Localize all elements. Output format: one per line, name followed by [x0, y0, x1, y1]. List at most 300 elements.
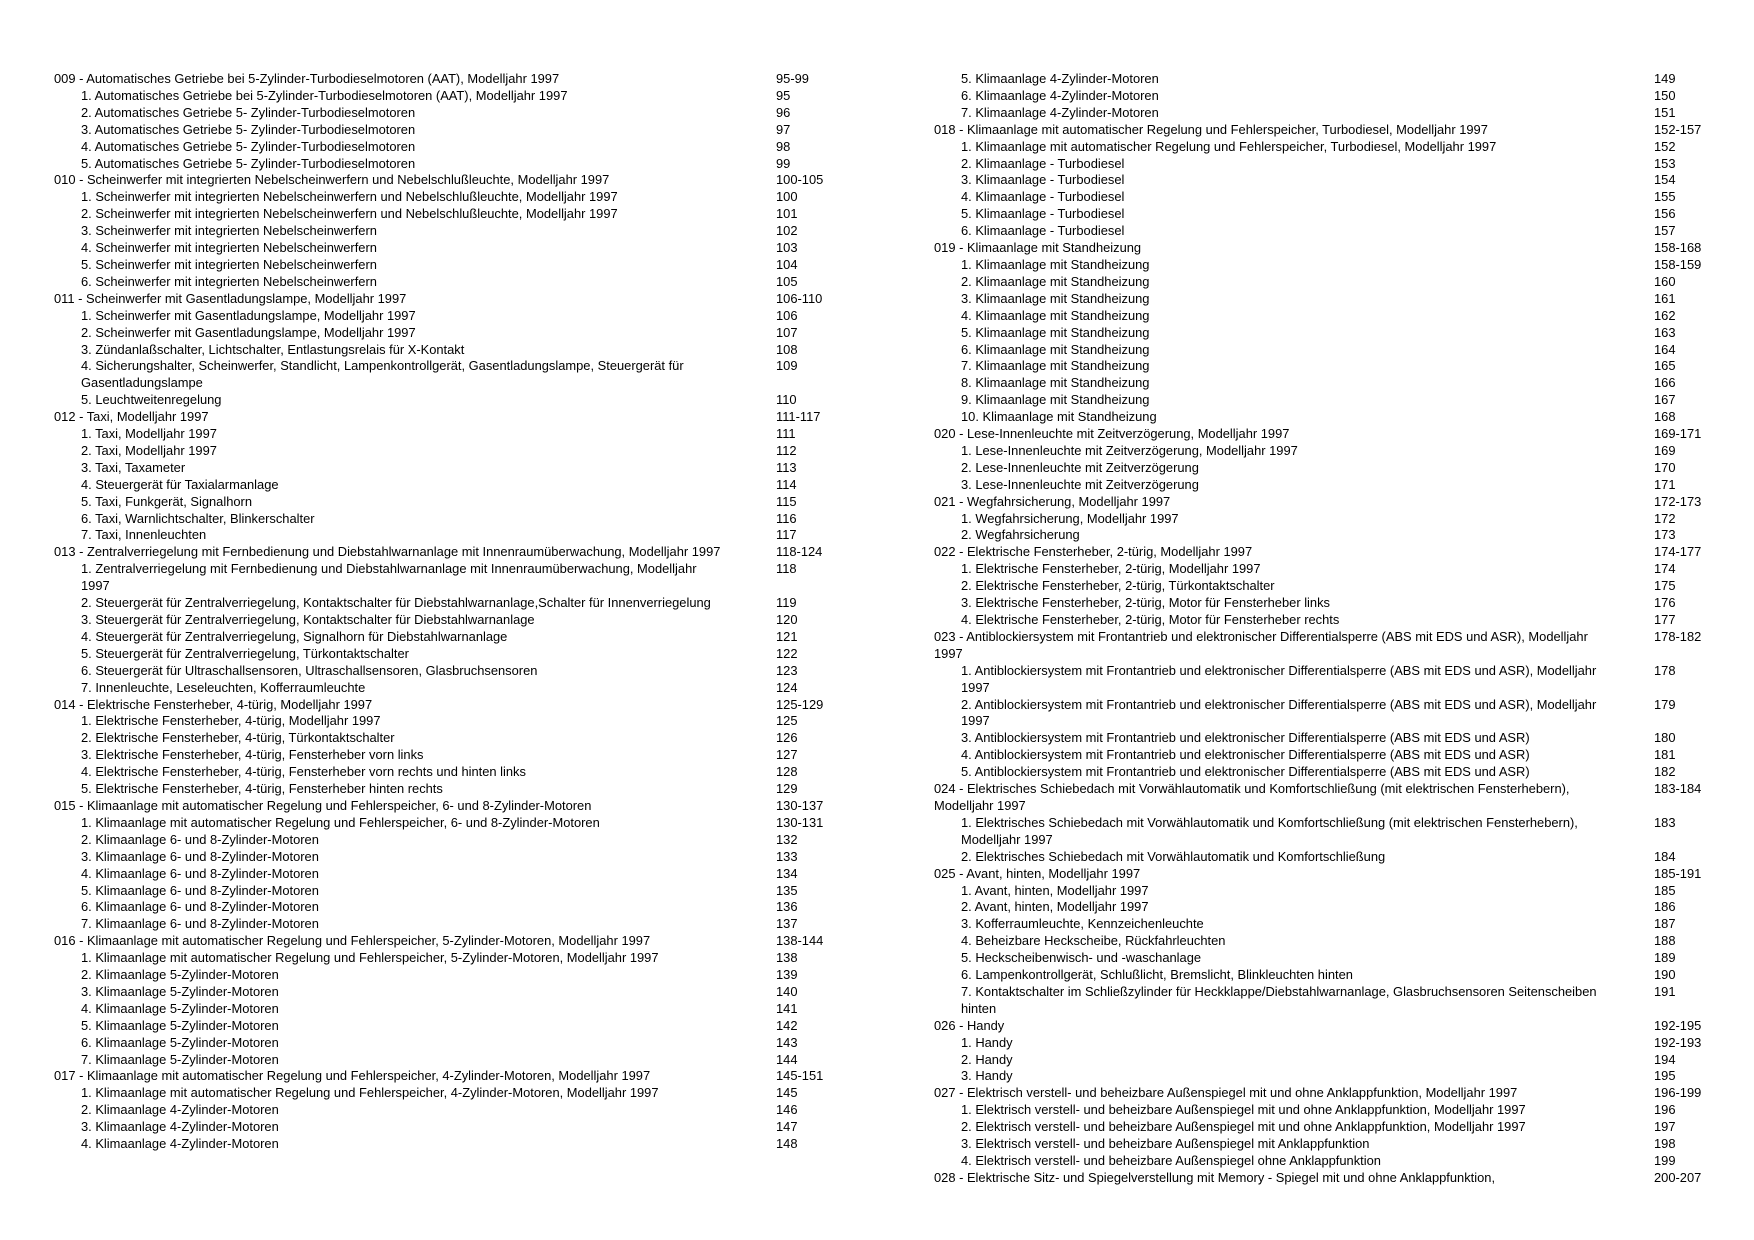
toc-entry-title: 4. Steuergerät für Zentralverriegelung, Signalhorn für Diebstahlwarnanlage — [81, 628, 508, 644]
toc-page-range: 197 — [1654, 1119, 1676, 1135]
toc-page-range: 155 — [1654, 189, 1676, 205]
toc-page-range: 192-193 — [1654, 1034, 1702, 1050]
toc-entry-row — [934, 697, 1710, 731]
toc-entry-row — [934, 1052, 1710, 1069]
toc-page-range: 126 — [776, 730, 798, 746]
toc-entry-row — [54, 206, 834, 223]
toc-entry-title: 4. Steuergerät für Taxialarmanlage — [81, 476, 279, 492]
toc-entry-row — [934, 88, 1710, 105]
toc-chapter-row — [54, 291, 834, 308]
toc-entry-title: 3. Kofferraumleuchte, Kennzeichenleuchte — [961, 916, 1204, 932]
toc-entry-title: 3. Klimaanlage 5-Zylinder-Motoren — [81, 983, 279, 999]
toc-entry-title: 4. Elektrische Fensterheber, 4-türig, Fensterheber vorn rechts und hinten links — [81, 764, 526, 780]
toc-entry-title: 4. Klimaanlage 5-Zylinder-Motoren — [81, 1000, 279, 1016]
toc-entry-row — [934, 663, 1710, 697]
toc-chapter-title: 025 - Avant, hinten, Modelljahr 1997 — [934, 865, 1141, 881]
toc-page-range: 109 — [776, 358, 798, 374]
toc-entry-row — [934, 342, 1710, 359]
toc-entry-row — [54, 1102, 834, 1119]
toc-entry-title: 1. Klimaanlage mit automatischer Regelung und Fehlerspeicher, 6- und 8-Zylinder-Motoren — [81, 814, 600, 830]
toc-entry-title: 3. Scheinwerfer mit integrierten Nebelscheinwerfern — [81, 223, 377, 239]
toc-page-range: 148 — [776, 1136, 798, 1152]
toc-entry-title: 3. Lese-Innenleuchte mit Zeitverzögerung — [961, 476, 1199, 492]
toc-page-range: 106-110 — [776, 290, 823, 306]
toc-entry-title: 5. Klimaanlage mit Standheizung — [961, 324, 1150, 340]
toc-entry-row — [934, 325, 1710, 342]
toc-page-range: 187 — [1654, 916, 1676, 932]
toc-page-range: 151 — [1654, 104, 1676, 120]
toc-page-range: 172 — [1654, 510, 1676, 526]
toc-page-range: 145 — [776, 1085, 798, 1101]
toc-chapter-title: 009 - Automatisches Getriebe bei 5-Zylinder-Turbodieselmotoren (AAT), Modelljahr 1997 — [54, 71, 560, 86]
toc-entry-row — [54, 477, 834, 494]
toc-entry-row — [934, 1068, 1710, 1085]
toc-entry-title: 3. Klimaanlage 6- und 8-Zylinder-Motoren — [81, 848, 319, 864]
toc-page-range: 125 — [776, 713, 798, 729]
toc-entry-row — [54, 392, 834, 409]
toc-page-range: 144 — [776, 1051, 798, 1067]
toc-entry-row — [54, 680, 834, 697]
toc-page-range: 140 — [776, 983, 798, 999]
toc-entry-title: 4. Sicherungshalter, Scheinwerfer, Standlicht, Lampenkontrollgerät, Gasentladungslampe, Steuergerät für Gasentladungslampe — [81, 358, 684, 391]
toc-entry-row — [54, 866, 834, 883]
toc-chapter-row — [934, 629, 1710, 663]
toc-entry-title: 6. Scheinwerfer mit integrierten Nebelscheinwerfern — [81, 273, 377, 289]
toc-page-range: 120 — [776, 612, 798, 627]
toc-page-range: 123 — [776, 662, 798, 678]
toc-entry-title: 3. Antiblockiersystem mit Frontantrieb und elektronischer Differentialsperre (ABS mit EDS und ASR) — [961, 730, 1530, 746]
toc-entry-row — [934, 223, 1710, 240]
toc-page-range: 162 — [1654, 307, 1676, 323]
toc-chapter-title: 028 - Elektrische Sitz- und Spiegelverstellung mit Memory - Spiegel mit und ohne Anklappfunktion, — [934, 1169, 1496, 1185]
toc-chapter-title: 017 - Klimaanlage mit automatischer Regelung und Fehlerspeicher, 4-Zylinder-Motoren, Modelljahr 1997 — [54, 1068, 651, 1084]
toc-entry-row — [54, 1052, 834, 1069]
toc-entry-row — [934, 578, 1710, 595]
toc-entry-row — [934, 933, 1710, 950]
toc-entry-row — [934, 274, 1710, 291]
toc-page-range: 95-99 — [776, 71, 809, 86]
toc-chapter-row — [54, 798, 834, 815]
toc-entry-row — [934, 460, 1710, 477]
toc-entry-title: 5. Scheinwerfer mit integrierten Nebelscheinwerfern — [81, 256, 377, 272]
toc-page-range: 167 — [1654, 392, 1676, 408]
toc-chapter-title: 023 - Antiblockiersystem mit Frontantrieb und elektronischer Differentialsperre (ABS mit EDS und ASR), Modelljahr 1997 — [934, 628, 1588, 661]
toc-page-range: 110 — [776, 392, 797, 408]
toc-entry-title: 7. Klimaanlage 6- und 8-Zylinder-Motoren — [81, 916, 319, 932]
toc-page-range: 158-168 — [1654, 240, 1702, 256]
toc-entry-title: 4. Beheizbare Heckscheibe, Rückfahrleuchten — [961, 933, 1226, 949]
toc-page-range: 174-177 — [1654, 544, 1702, 560]
toc-entry-row — [54, 1085, 834, 1102]
toc-entry-row — [934, 815, 1710, 849]
toc-page-range: 153 — [1654, 155, 1676, 171]
toc-page-range: 178 — [1654, 662, 1676, 678]
toc-page-range: 199 — [1654, 1153, 1676, 1168]
toc-page-range: 133 — [776, 848, 798, 864]
toc-page-range: 101 — [776, 206, 798, 222]
toc-entry-row — [54, 189, 834, 206]
toc-entry-row — [54, 713, 834, 730]
toc-entry-title: 2. Klimaanlage 5-Zylinder-Motoren — [81, 967, 279, 983]
toc-page-range: 164 — [1654, 341, 1676, 357]
toc-entry-title: 3. Steuergerät für Zentralverriegelung, Kontaktschalter für Diebstahlwarnanlage — [81, 612, 535, 627]
toc-page-range: 96 — [776, 104, 791, 120]
toc-entry-row — [934, 511, 1710, 528]
toc-entry-title: 4. Antiblockiersystem mit Frontantrieb und elektronischer Differentialsperre (ABS mit EDS und ASR) — [961, 747, 1530, 763]
toc-page-range: 129 — [776, 781, 798, 797]
toc-entry-row — [54, 223, 834, 240]
toc-page-range: 146 — [776, 1102, 798, 1118]
toc-entry-title: 3. Zündanlaßschalter, Lichtschalter, Entlastungsrelais für X-Kontakt — [81, 341, 465, 357]
toc-page-range: 97 — [776, 121, 791, 137]
toc-entry-row — [54, 426, 834, 443]
toc-chapter-title: 013 - Zentralverriegelung mit Fernbedienung und Diebstahlwarnanlage mit Innenraumüberwachung, Modelljahr 1997 — [54, 544, 721, 560]
toc-page-range: 192-195 — [1654, 1017, 1702, 1033]
toc-entry-row — [934, 1035, 1710, 1052]
toc-entry-row — [934, 257, 1710, 274]
toc-page-range: 128 — [776, 764, 798, 780]
toc-page-range: 196 — [1654, 1102, 1676, 1118]
toc-entry-title: 4. Automatisches Getriebe 5- Zylinder-Turbodieselmotoren — [81, 138, 416, 154]
toc-entry-title: 7. Klimaanlage mit Standheizung — [961, 358, 1150, 374]
toc-chapter-title: 012 - Taxi, Modelljahr 1997 — [54, 409, 209, 425]
toc-page-range: 102 — [776, 223, 798, 239]
toc-entry-title: 5. Antiblockiersystem mit Frontantrieb und elektronischer Differentialsperre (ABS mit EDS und ASR) — [961, 764, 1530, 780]
toc-chapter-row — [54, 1068, 834, 1085]
toc-entry-row — [934, 950, 1710, 967]
toc-page-range: 98 — [776, 138, 791, 154]
toc-page-range: 165 — [1654, 358, 1676, 374]
toc-chapter-title: 027 - Elektrisch verstell- und beheizbare Außenspiegel mit und ohne Anklappfunktion, Modelljahr 1997 — [934, 1085, 1518, 1101]
toc-page-range: 99 — [776, 155, 791, 171]
toc-page-range: 127 — [776, 747, 798, 763]
toc-entry-title: 2. Lese-Innenleuchte mit Zeitverzögerung — [961, 459, 1199, 475]
toc-page-range: 185 — [1654, 882, 1676, 898]
toc-chapter-title: 015 - Klimaanlage mit automatischer Regelung und Fehlerspeicher, 6- und 8-Zylinder-Motoren — [54, 797, 592, 813]
toc-page-range: 161 — [1654, 290, 1676, 306]
toc-page-range: 183 — [1654, 814, 1676, 830]
toc-entry-title: 2. Scheinwerfer mit integrierten Nebelscheinwerfern und Nebelschlußleuchte, Modelljahr 1997 — [81, 206, 618, 222]
toc-page-range: 135 — [776, 882, 798, 898]
toc-page-range: 106 — [776, 307, 798, 323]
toc-entry-row — [934, 747, 1710, 764]
toc-entry-row — [934, 443, 1710, 460]
toc-entry-row — [934, 358, 1710, 375]
toc-entry-title: 7. Taxi, Innenleuchten — [81, 527, 207, 543]
toc-page-range: 121 — [776, 628, 798, 644]
toc-entry-title: 4. Elektrische Fensterheber, 2-türig, Motor für Fensterheber rechts — [961, 612, 1340, 627]
toc-chapter-title: 024 - Elektrisches Schiebedach mit Vorwählautomatik und Komfortschließung (mit elektrischen Fensterhebern), Modelljahr 1997 — [934, 781, 1570, 813]
toc-page-range: 114 — [776, 476, 797, 492]
toc-entry-row — [54, 511, 834, 528]
toc-entry-row — [934, 139, 1710, 156]
toc-page-range: 173 — [1654, 527, 1676, 543]
toc-entry-title: 2. Steuergerät für Zentralverriegelung, Kontaktschalter für Diebstahlwarnanlage,Schalter für Innenverriegelung — [81, 595, 711, 611]
toc-entry-row — [934, 730, 1710, 747]
toc-page-range: 177 — [1654, 612, 1676, 627]
toc-page-range: 174 — [1654, 561, 1676, 577]
toc-entry-row — [54, 984, 834, 1001]
toc-entry-title: 1. Zentralverriegelung mit Fernbedienung und Diebstahlwarnanlage mit Innenraumüberwachung, Modelljahr 1997 — [81, 561, 697, 594]
toc-page-range: 170 — [1654, 459, 1676, 475]
toc-page-range: 138 — [776, 950, 798, 966]
toc-page-range: 185-191 — [1654, 865, 1702, 881]
toc-entry-row — [54, 663, 834, 680]
toc-entry-row — [934, 967, 1710, 984]
toc-entry-row — [934, 375, 1710, 392]
toc-entry-title: 5. Klimaanlage 6- und 8-Zylinder-Motoren — [81, 882, 319, 898]
toc-entry-title: 7. Klimaanlage 4-Zylinder-Motoren — [961, 104, 1159, 120]
toc-page-range: 125-129 — [776, 696, 824, 712]
toc-entry-title: 6. Taxi, Warnlichtschalter, Blinkerschalter — [81, 510, 315, 526]
toc-chapter-title: 026 - Handy — [934, 1017, 1005, 1033]
toc-entry-title: 2. Avant, hinten, Modelljahr 1997 — [961, 899, 1149, 915]
toc-chapter-row — [54, 933, 834, 950]
toc-entry-row — [54, 1136, 834, 1153]
toc-entry-title: 3. Klimaanlage - Turbodiesel — [961, 172, 1125, 188]
toc-page-range: 158-159 — [1654, 256, 1702, 272]
toc-entry-title: 3. Automatisches Getriebe 5- Zylinder-Turbodieselmotoren — [81, 121, 416, 137]
toc-entry-row — [54, 139, 834, 156]
toc-page-range: 152-157 — [1654, 121, 1702, 137]
toc-entry-title: 2. Elektrisch verstell- und beheizbare Außenspiegel mit und ohne Anklappfunktion, Modelljahr 1997 — [961, 1119, 1526, 1135]
toc-entry-title: 1. Lese-Innenleuchte mit Zeitverzögerung, Modelljahr 1997 — [961, 442, 1298, 458]
toc-page-range: 111 — [776, 426, 796, 442]
toc-entry-title: 4. Elektrisch verstell- und beheizbare Außenspiegel ohne Anklappfunktion — [961, 1153, 1381, 1168]
toc-entry-row — [54, 561, 834, 595]
toc-entry-title: 4. Scheinwerfer mit integrierten Nebelscheinwerfern — [81, 240, 377, 256]
toc-chapter-row — [934, 240, 1710, 257]
toc-entry-row — [934, 527, 1710, 544]
toc-page-range: 179 — [1654, 696, 1676, 712]
toc-chapter-title: 010 - Scheinwerfer mit integrierten Nebelscheinwerfern und Nebelschlußleuchte, Modelljahr 1997 — [54, 172, 610, 188]
toc-entry-row — [54, 747, 834, 764]
toc-entry-title: 6. Klimaanlage 5-Zylinder-Motoren — [81, 1034, 279, 1050]
toc-entry-row — [54, 832, 834, 849]
toc-page-range: 152 — [1654, 138, 1676, 154]
toc-entry-title: 4. Klimaanlage - Turbodiesel — [961, 189, 1125, 205]
toc-entry-title: 2. Handy — [961, 1051, 1013, 1067]
toc-page-range: 118-124 — [776, 544, 823, 560]
toc-page-range: 168 — [1654, 409, 1676, 425]
toc-entry-row — [934, 916, 1710, 933]
toc-page-range: 122 — [776, 645, 798, 661]
toc-page-range: 132 — [776, 831, 798, 847]
toc-chapter-row — [54, 71, 834, 88]
toc-page-range: 189 — [1654, 950, 1676, 966]
toc-entry-row — [54, 325, 834, 342]
toc-entry-title: 5. Klimaanlage 4-Zylinder-Motoren — [961, 71, 1159, 86]
toc-page-range: 160 — [1654, 273, 1676, 289]
toc-chapter-title: 016 - Klimaanlage mit automatischer Regelung und Fehlerspeicher, 5-Zylinder-Motoren, Modelljahr 1997 — [54, 933, 651, 949]
toc-entry-row — [934, 1102, 1710, 1119]
toc-column-left — [54, 71, 834, 1153]
toc-page-range: 182 — [1654, 764, 1676, 780]
toc-entry-row — [54, 967, 834, 984]
toc-chapter-title: 021 - Wegfahrsicherung, Modelljahr 1997 — [934, 493, 1171, 509]
toc-page-range: 149 — [1654, 71, 1676, 86]
toc-entry-title: 2. Scheinwerfer mit Gasentladungslampe, Modelljahr 1997 — [81, 324, 416, 340]
toc-entry-title: 5. Klimaanlage 5-Zylinder-Motoren — [81, 1017, 279, 1033]
toc-entry-row — [934, 1153, 1710, 1170]
toc-page-range: 175 — [1654, 578, 1676, 594]
toc-entry-row — [54, 764, 834, 781]
toc-entry-title: 5. Steuergerät für Zentralverriegelung, Türkontaktschalter — [81, 645, 409, 661]
toc-entry-title: 2. Wegfahrsicherung — [961, 527, 1080, 543]
toc-chapter-row — [934, 1170, 1710, 1187]
toc-chapter-row — [934, 122, 1710, 139]
toc-entry-row — [54, 308, 834, 325]
toc-entry-title: 3. Klimaanlage mit Standheizung — [961, 290, 1150, 306]
toc-entry-title: 9. Klimaanlage mit Standheizung — [961, 392, 1150, 408]
toc-chapter-row — [54, 172, 834, 189]
toc-entry-title: 1. Scheinwerfer mit Gasentladungslampe, Modelljahr 1997 — [81, 307, 416, 323]
toc-entry-row — [54, 460, 834, 477]
toc-chapter-row — [934, 1018, 1710, 1035]
toc-page-range: 117 — [776, 527, 797, 543]
toc-page-range: 100 — [776, 189, 798, 205]
toc-page-range: 154 — [1654, 172, 1676, 188]
toc-entry-title: 6. Klimaanlage 6- und 8-Zylinder-Motoren — [81, 899, 319, 915]
toc-entry-row — [54, 156, 834, 173]
toc-entry-title: 1. Elektrische Fensterheber, 4-türig, Modelljahr 1997 — [81, 713, 381, 729]
toc-entry-row — [54, 1035, 834, 1052]
toc-entry-title: 3. Klimaanlage 4-Zylinder-Motoren — [81, 1119, 279, 1135]
toc-page-range: 112 — [776, 442, 797, 458]
toc-entry-row — [54, 899, 834, 916]
toc-entry-title: 1. Taxi, Modelljahr 1997 — [81, 426, 217, 442]
toc-entry-row — [934, 849, 1710, 866]
toc-entry-row — [54, 815, 834, 832]
toc-page-range: 130-131 — [776, 814, 824, 830]
toc-entry-title: 1. Automatisches Getriebe bei 5-Zylinder-Turbodieselmotoren (AAT), Modelljahr 1997 — [81, 87, 568, 103]
toc-entry-title: 2. Klimaanlage 4-Zylinder-Motoren — [81, 1102, 279, 1118]
toc-chapter-row — [934, 426, 1710, 443]
toc-entry-title: 1. Klimaanlage mit automatischer Regelung und Fehlerspeicher, 4-Zylinder-Motoren, Modelljahr 1997 — [81, 1085, 659, 1101]
toc-entry-title: 3. Elektrische Fensterheber, 2-türig, Motor für Fensterheber links — [961, 595, 1330, 611]
toc-column-right — [934, 71, 1710, 1187]
toc-entry-title: 1. Scheinwerfer mit integrierten Nebelscheinwerfern und Nebelschlußleuchte, Modelljahr 1997 — [81, 189, 618, 205]
toc-page-range: 105 — [776, 273, 798, 289]
toc-page-range: 150 — [1654, 87, 1676, 103]
toc-entry-title: 6. Lampenkontrollgerät, Schlußlicht, Bremslicht, Blinkleuchten hinten — [961, 967, 1353, 983]
toc-chapter-row — [54, 544, 834, 561]
toc-page-range: 95 — [776, 87, 791, 103]
toc-entry-title: 4. Klimaanlage mit Standheizung — [961, 307, 1150, 323]
toc-entry-row — [54, 1018, 834, 1035]
toc-entry-title: 6. Klimaanlage mit Standheizung — [961, 341, 1150, 357]
toc-entry-title: 3. Taxi, Taxameter — [81, 459, 186, 475]
toc-entry-row — [54, 883, 834, 900]
toc-chapter-title: 014 - Elektrische Fensterheber, 4-türig, Modelljahr 1997 — [54, 696, 373, 712]
toc-entry-row — [54, 781, 834, 798]
toc-entry-row — [934, 308, 1710, 325]
toc-page-range: 130-137 — [776, 797, 824, 813]
toc-entry-row — [934, 71, 1710, 88]
toc-entry-title: 1. Handy — [961, 1034, 1013, 1050]
toc-entry-title: 7. Kontaktschalter im Schließzylinder für Heckklappe/Diebstahlwarnanlage, Glasbruchsensoren Seitenscheiben hinten — [961, 983, 1597, 1016]
toc-entry-title: 3. Elektrische Fensterheber, 4-türig, Fensterheber vorn links — [81, 747, 424, 763]
toc-entry-row — [54, 122, 834, 139]
toc-entry-title: 1. Elektrische Fensterheber, 2-türig, Modelljahr 1997 — [961, 561, 1261, 577]
toc-page-range: 156 — [1654, 206, 1676, 222]
toc-page-range: 178-182 — [1654, 628, 1702, 644]
toc-entry-row — [934, 561, 1710, 578]
toc-chapter-row — [934, 544, 1710, 561]
toc-entry-title: 1. Avant, hinten, Modelljahr 1997 — [961, 882, 1149, 898]
toc-chapter-row — [934, 866, 1710, 883]
toc-entry-row — [54, 494, 834, 511]
toc-page-range: 180 — [1654, 730, 1676, 746]
toc-page-range: 176 — [1654, 595, 1676, 611]
toc-page-range: 172-173 — [1654, 493, 1702, 509]
toc-entry-title: 7. Klimaanlage 5-Zylinder-Motoren — [81, 1051, 279, 1067]
toc-entry-title: 2. Automatisches Getriebe 5- Zylinder-Turbodieselmotoren — [81, 104, 416, 120]
toc-entry-row — [934, 477, 1710, 494]
toc-chapter-title: 019 - Klimaanlage mit Standheizung — [934, 240, 1142, 256]
toc-entry-row — [54, 950, 834, 967]
toc-page-range: 183-184 — [1654, 781, 1702, 797]
toc-page-range: 108 — [776, 341, 798, 357]
toc-chapter-title: 022 - Elektrische Fensterheber, 2-türig, Modelljahr 1997 — [934, 544, 1253, 560]
toc-page-range: 103 — [776, 240, 798, 256]
toc-entry-title: 2. Elektrische Fensterheber, 2-türig, Türkontaktschalter — [961, 578, 1275, 594]
toc-page-range: 134 — [776, 865, 798, 881]
toc-entry-row — [934, 1136, 1710, 1153]
toc-page-range: 147 — [776, 1119, 798, 1135]
toc-entry-row — [54, 849, 834, 866]
toc-entry-row — [934, 172, 1710, 189]
toc-entry-row — [54, 358, 834, 392]
toc-entry-title: 2. Klimaanlage 6- und 8-Zylinder-Motoren — [81, 831, 319, 847]
toc-chapter-title: 011 - Scheinwerfer mit Gasentladungslampe, Modelljahr 1997 — [54, 290, 407, 306]
toc-entry-row — [934, 156, 1710, 173]
toc-page-range: 104 — [776, 256, 798, 272]
toc-entry-title: 7. Innenleuchte, Leseleuchten, Kofferraumleuchte — [81, 679, 366, 695]
toc-entry-row — [934, 409, 1710, 426]
toc-entry-title: 1. Klimaanlage mit automatischer Regelung und Fehlerspeicher, 5-Zylinder-Motoren, Modelljahr 1997 — [81, 950, 659, 966]
toc-page-range: 169 — [1654, 442, 1676, 458]
toc-page-range: 113 — [776, 459, 797, 475]
toc-entry-row — [934, 984, 1710, 1018]
toc-page-range: 171 — [1654, 476, 1676, 492]
toc-entry-title: 2. Antiblockiersystem mit Frontantrieb und elektronischer Differentialsperre (ABS mit EDS und ASR), Modelljahr 1997 — [961, 696, 1597, 729]
toc-page-range: 119 — [776, 595, 797, 611]
toc-page-range: 143 — [776, 1034, 798, 1050]
toc-entry-row — [934, 105, 1710, 122]
toc-entry-title: 1. Elektrisch verstell- und beheizbare Außenspiegel mit und ohne Anklappfunktion, Modelljahr 1997 — [961, 1102, 1526, 1118]
toc-page-range: 200-207 — [1654, 1169, 1702, 1185]
toc-entry-title: 2. Klimaanlage - Turbodiesel — [961, 155, 1125, 171]
toc-entry-title: 5. Automatisches Getriebe 5- Zylinder-Turbodieselmotoren — [81, 155, 416, 171]
toc-page-range: 139 — [776, 967, 798, 983]
toc-page-range: 163 — [1654, 324, 1676, 340]
toc-page-range: 157 — [1654, 223, 1676, 239]
toc-entry-title: 5. Leuchtweitenregelung — [81, 392, 222, 408]
toc-page-range: 115 — [776, 493, 797, 509]
toc-entry-row — [934, 595, 1710, 612]
toc-entry-row — [54, 1119, 834, 1136]
toc-entry-row — [934, 392, 1710, 409]
toc-entry-title: 10. Klimaanlage mit Standheizung — [961, 409, 1157, 425]
toc-page-range: 111-117 — [776, 409, 821, 425]
toc-entry-row — [934, 206, 1710, 223]
toc-entry-row — [54, 443, 834, 460]
toc-entry-row — [54, 646, 834, 663]
toc-page-range: 191 — [1654, 983, 1676, 999]
toc-page-range: 137 — [776, 916, 798, 932]
toc-page-range: 116 — [776, 510, 797, 526]
